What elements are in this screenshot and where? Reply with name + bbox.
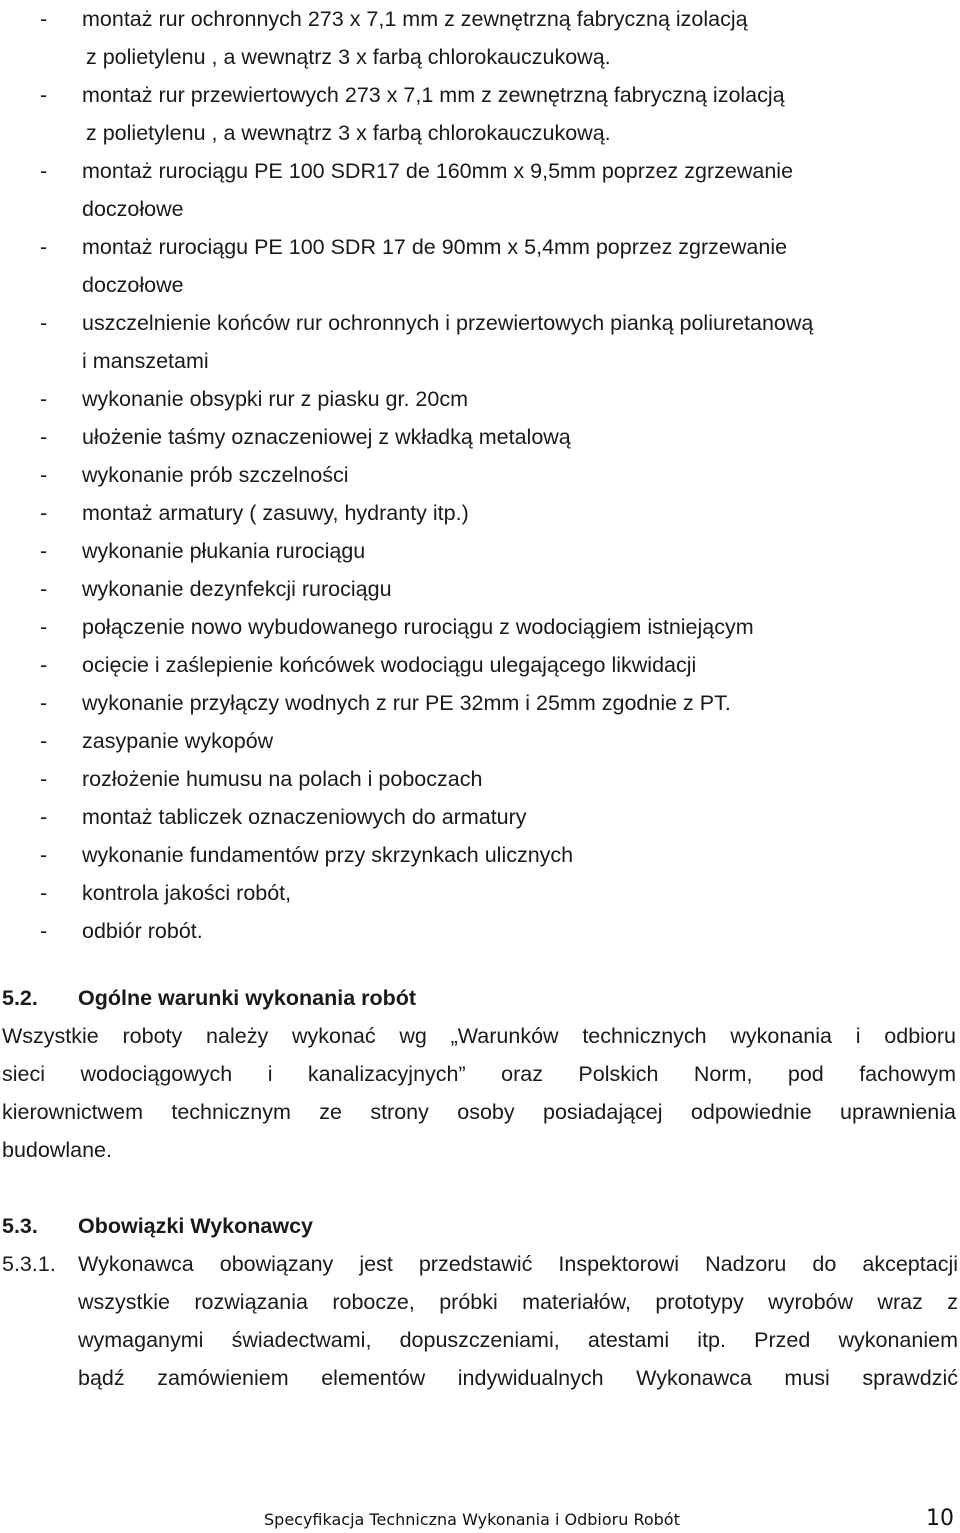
list-item-text: wykonanie fundamentów przy skrzynkach ulicznych bbox=[82, 843, 574, 867]
paragraph-line: bądź zamówieniem elementów indywidualnych Wykonawca musi sprawdzić bbox=[78, 1366, 958, 1390]
subsection-number: 5.3.1. bbox=[2, 1252, 56, 1276]
list-item-text: wykonanie dezynfekcji rurociągu bbox=[82, 577, 392, 601]
list-item bbox=[0, 836, 960, 874]
list-item-text: i manszetami bbox=[82, 349, 209, 373]
footer-title: Specyfikacja Techniczna Wykonania i Odbioru Robót bbox=[264, 1510, 680, 1529]
list-item-text: zasypanie wykopów bbox=[82, 729, 274, 753]
list-dash: - bbox=[40, 729, 48, 753]
list-dash: - bbox=[40, 881, 48, 905]
list-item bbox=[0, 418, 960, 456]
list-item bbox=[0, 0, 960, 76]
page-number: 10 bbox=[926, 1506, 954, 1531]
paragraph-line: kierownictwem technicznym ze strony osoby posiadającej odpowiednie uprawnienia bbox=[2, 1100, 956, 1124]
list-item bbox=[0, 912, 960, 950]
subsection-body bbox=[78, 1245, 958, 1397]
list-item-text: doczołowe bbox=[82, 197, 184, 221]
list-item bbox=[0, 798, 960, 836]
list-dash: - bbox=[40, 805, 48, 829]
list-item bbox=[0, 304, 960, 380]
section-number: 5.3. bbox=[2, 1214, 38, 1238]
list-item-text: montaż tabliczek oznaczeniowych do armatury bbox=[82, 805, 527, 829]
paragraph-line: budowlane. bbox=[2, 1138, 112, 1162]
list-item-text: montaż armatury ( zasuwy, hydranty itp.) bbox=[82, 501, 469, 525]
page-footer bbox=[264, 1502, 956, 1532]
list-item-text: odbiór robót. bbox=[82, 919, 203, 943]
list-item bbox=[0, 722, 960, 760]
list-dash: - bbox=[40, 653, 48, 677]
list-dash: - bbox=[40, 615, 48, 639]
list-item-text: z polietylenu , a wewnątrz 3 x farbą chlorokauczukową. bbox=[86, 45, 611, 69]
list-item-text: kontrola jakości robót, bbox=[82, 881, 292, 905]
list-item-text: doczołowe bbox=[82, 273, 184, 297]
list-item bbox=[0, 684, 960, 722]
list-dash: - bbox=[40, 311, 48, 335]
paragraph-line: wymaganymi świadectwami, dopuszczeniami, atestami itp. Przed wykonaniem bbox=[78, 1328, 958, 1352]
list-item-text: ocięcie i zaślepienie końcówek wodociągu ulegającego likwidacji bbox=[82, 653, 697, 677]
list-dash: - bbox=[40, 159, 48, 183]
list-dash: - bbox=[40, 83, 48, 107]
section-title: Obowiązki Wykonawcy bbox=[78, 1214, 313, 1238]
list-item bbox=[0, 532, 960, 570]
list-item-text: ułożenie taśmy oznaczeniowej z wkładką metalową bbox=[82, 425, 571, 449]
list-item bbox=[0, 228, 960, 304]
list-item bbox=[0, 570, 960, 608]
list-item-text: montaż rur ochronnych 273 x 7,1 mm z zewnętrzną fabryczną izolacją bbox=[82, 7, 748, 31]
list-dash: - bbox=[40, 425, 48, 449]
list-item-text: wykonanie obsypki rur z piasku gr. 20cm bbox=[82, 387, 468, 411]
list-item bbox=[0, 380, 960, 418]
list-item bbox=[0, 874, 960, 912]
list-dash: - bbox=[40, 539, 48, 563]
list-item-text: montaż rurociągu PE 100 SDR17 de 160mm x 9,5mm poprzez zgrzewanie bbox=[82, 159, 794, 183]
list-dash: - bbox=[40, 501, 48, 525]
list-item-text: rozłożenie humusu na polach i poboczach bbox=[82, 767, 483, 791]
list-item bbox=[0, 494, 960, 532]
list-dash: - bbox=[40, 7, 48, 31]
section-5-2-paragraph bbox=[2, 1017, 956, 1169]
list-item bbox=[0, 76, 960, 152]
list-dash: - bbox=[40, 843, 48, 867]
list-dash: - bbox=[40, 463, 48, 487]
paragraph-line: Wszystkie roboty należy wykonać wg „Warunków technicznych wykonania i odbioru bbox=[2, 1024, 956, 1048]
list-item-text: wykonanie prób szczelności bbox=[82, 463, 349, 487]
list-item bbox=[0, 608, 960, 646]
section-number: 5.2. bbox=[2, 986, 38, 1010]
list-dash: - bbox=[40, 691, 48, 715]
list-dash: - bbox=[40, 387, 48, 411]
list-item-text: montaż rur przewiertowych 273 x 7,1 mm z zewnętrzną fabryczną izolacją bbox=[82, 83, 785, 107]
section-title: Ogólne warunki wykonania robót bbox=[78, 986, 417, 1010]
paragraph-line: Wykonawca obowiązany jest przedstawić Inspektorowi Nadzoru do akceptacji bbox=[78, 1252, 958, 1276]
list-item bbox=[0, 456, 960, 494]
list-item-text: wykonanie płukania rurociągu bbox=[82, 539, 366, 563]
list-dash: - bbox=[40, 235, 48, 259]
list-item bbox=[0, 152, 960, 228]
list-item-text: wykonanie przyłączy wodnych z rur PE 32mm i 25mm zgodnie z PT. bbox=[82, 691, 731, 715]
list-item-text: montaż rurociągu PE 100 SDR 17 de 90mm x 5,4mm poprzez zgrzewanie bbox=[82, 235, 788, 259]
list-item bbox=[0, 760, 960, 798]
list-dash: - bbox=[40, 919, 48, 943]
paragraph-line: wszystkie rozwiązania robocze, próbki materiałów, prototypy wyrobów wraz z bbox=[78, 1290, 958, 1314]
list-item-text: połączenie nowo wybudowanego rurociągu z wodociągiem istniejącym bbox=[82, 615, 754, 639]
list-item-text: uszczelnienie końców rur ochronnych i przewiertowych pianką poliuretanową bbox=[82, 311, 814, 335]
paragraph-line: sieci wodociągowych i kanalizacyjnych” oraz Polskich Norm, pod fachowym bbox=[2, 1062, 956, 1086]
list-dash: - bbox=[40, 767, 48, 791]
list-item bbox=[0, 646, 960, 684]
list-item-text: z polietylenu , a wewnątrz 3 x farbą chlorokauczukową. bbox=[86, 121, 611, 145]
list-dash: - bbox=[40, 577, 48, 601]
